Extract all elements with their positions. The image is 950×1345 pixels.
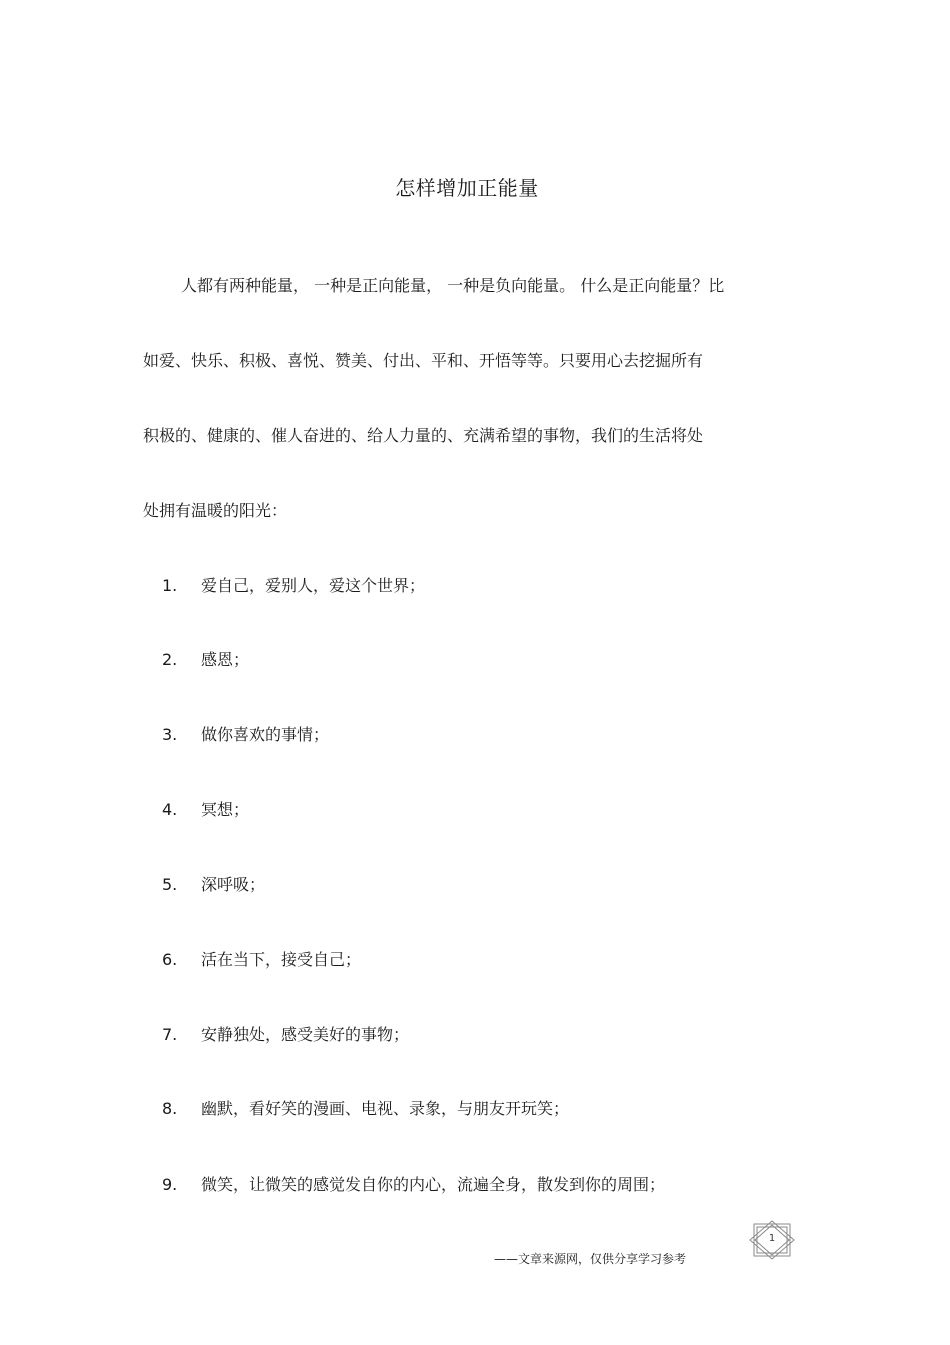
page-number-badge bbox=[748, 1220, 796, 1260]
list-item bbox=[162, 1098, 569, 1120]
list-item-text: 微笑，让微笑的感觉发自你的内心，流遍全身，散发到你的周围； bbox=[201, 1175, 666, 1194]
paragraph-line: 处拥有温暖的阳光： bbox=[143, 501, 288, 520]
page-number: 1 bbox=[768, 1233, 776, 1244]
list-item bbox=[162, 724, 329, 746]
list-item-number: 2. bbox=[162, 650, 178, 669]
paragraph-line: 如爱、快乐、积极、喜悦、赞美、付出、平和、开悟等等。只要用心去挖掘所有 bbox=[143, 351, 704, 370]
list-item-text: 幽默，看好笑的漫画、电视、录象，与朋友开玩笑； bbox=[201, 1099, 570, 1118]
list-item-number: 7. bbox=[162, 1025, 178, 1044]
paragraph-line: 积极的、健康的、催人奋进的、给人力量的、充满希望的事物，我们的生活将处 bbox=[143, 426, 704, 445]
list-item-text: 做你喜欢的事情； bbox=[201, 725, 330, 744]
list-item bbox=[162, 874, 265, 896]
list-item-text: 安静独处，感受美好的事物； bbox=[201, 1025, 410, 1044]
list-item-text: 感恩； bbox=[201, 650, 250, 669]
footer-source-note: ——文章来源网，仅供分享学习参考 bbox=[494, 1252, 687, 1266]
list-item bbox=[162, 799, 249, 821]
list-item-number: 6. bbox=[162, 950, 178, 969]
list-item-number: 1. bbox=[162, 576, 178, 595]
list-item bbox=[162, 1024, 409, 1046]
list-item bbox=[162, 949, 361, 971]
paragraph-line: 人都有两种能量， 一种是正向能量， 一种是负向能量。 什么是正向能量？比 bbox=[181, 276, 725, 295]
document-title: 怎样增加正能量 bbox=[395, 176, 539, 200]
list-item-number: 3. bbox=[162, 725, 178, 744]
list-item-text: 爱自己，爱别人，爱这个世界； bbox=[201, 576, 426, 595]
list-item bbox=[162, 649, 249, 671]
list-item-number: 4. bbox=[162, 800, 178, 819]
list-item bbox=[162, 1174, 665, 1196]
list-item-number: 9. bbox=[162, 1175, 178, 1194]
list-item-text: 活在当下，接受自己； bbox=[201, 950, 362, 969]
list-item-number: 8. bbox=[162, 1099, 178, 1118]
list-item-text: 深呼吸； bbox=[201, 875, 266, 894]
list-item-text: 冥想； bbox=[201, 800, 250, 819]
list-item bbox=[162, 575, 425, 597]
list-item-number: 5. bbox=[162, 875, 178, 894]
